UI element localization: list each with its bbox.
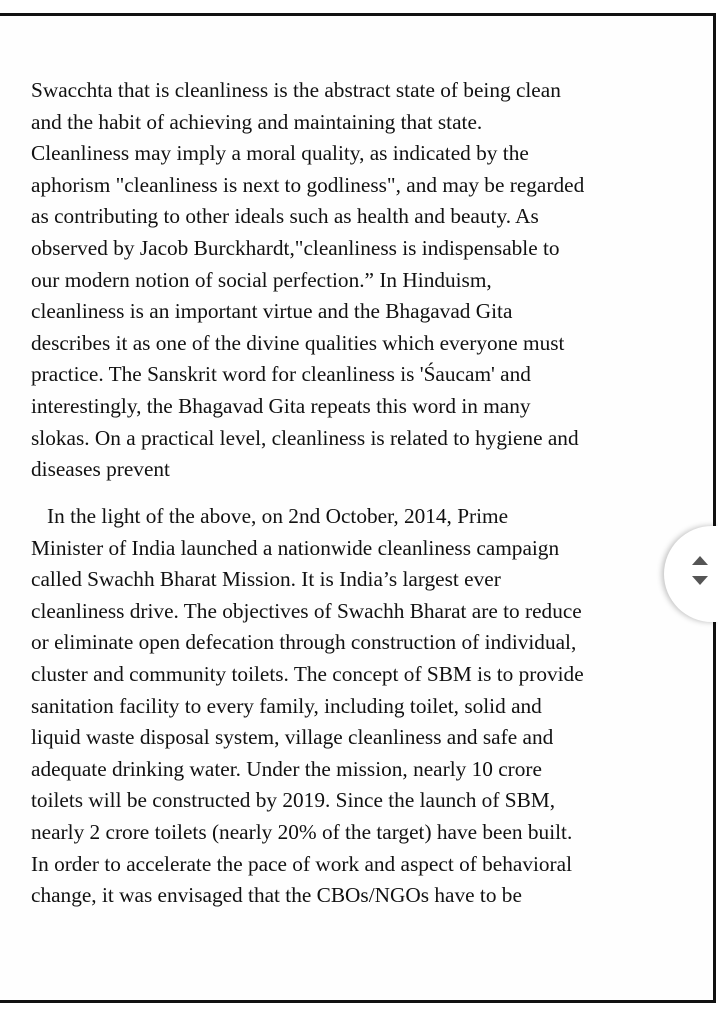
text-line: our modern notion of social perfection.” In Hinduism, (31, 267, 492, 292)
paragraph-2 (31, 501, 671, 912)
text-line: toilets will be constructed by 2019. Since the launch of SBM, (31, 788, 556, 813)
text-line: change, it was envisaged that the CBOs/NGOs have to be (31, 883, 522, 908)
text-line: In order to accelerate the pace of work and aspect of behavioral (31, 851, 573, 876)
text-line: or eliminate open defecation through construction of individual, (31, 630, 577, 655)
scroll-up-icon[interactable] (692, 556, 708, 565)
text-line: adequate drinking water. Under the mission, nearly 10 crore (31, 756, 542, 781)
paragraph-1 (31, 75, 671, 486)
text-line: as contributing to other ideals such as health and beauty. As (31, 204, 539, 229)
text-line: cleanliness drive. The objectives of Swachh Bharat are to reduce (31, 598, 582, 623)
text-line: called Swachh Bharat Mission. It is India’s largest ever (31, 567, 501, 592)
text-line: Minister of India launched a nationwide cleanliness campaign (31, 535, 560, 560)
text-line: sanitation facility to every family, including toilet, solid and (31, 693, 542, 718)
text-line: aphorism "cleanliness is next to godliness", and may be regarded (31, 172, 585, 197)
text-line: Swacchta that is cleanliness is the abstract state of being clean (31, 78, 561, 102)
text-line: observed by Jacob Burckhardt,"cleanliness is indispensable to (31, 235, 560, 260)
text-line: and the habit of achieving and maintaining that state. (31, 109, 483, 134)
text-line: cleanliness is an important virtue and the Bhagavad Gita (31, 299, 513, 324)
text-line: cluster and community toilets. The concept of SBM is to provide (31, 661, 584, 686)
text-line: In the light of the above, on 2nd October, 2014, Prime (47, 504, 509, 528)
text-line: interestingly, the Bhagavad Gita repeats this word in many (31, 393, 531, 418)
text-line: liquid waste disposal system, village cleanliness and safe and (31, 725, 554, 750)
text-line: diseases prevent (31, 457, 170, 482)
text-line: practice. The Sanskrit word for cleanliness is 'Śaucam' and (31, 362, 531, 387)
scroll-down-icon[interactable] (692, 576, 708, 585)
text-line: nearly 2 crore toilets (nearly 20% of the target) have been built. (31, 819, 573, 844)
text-line: describes it as one of the divine qualities which everyone must (31, 330, 565, 355)
text-line: Cleanliness may imply a moral quality, as indicated by the (31, 141, 529, 166)
text-line: slokas. On a practical level, cleanliness is related to hygiene and (31, 425, 579, 450)
